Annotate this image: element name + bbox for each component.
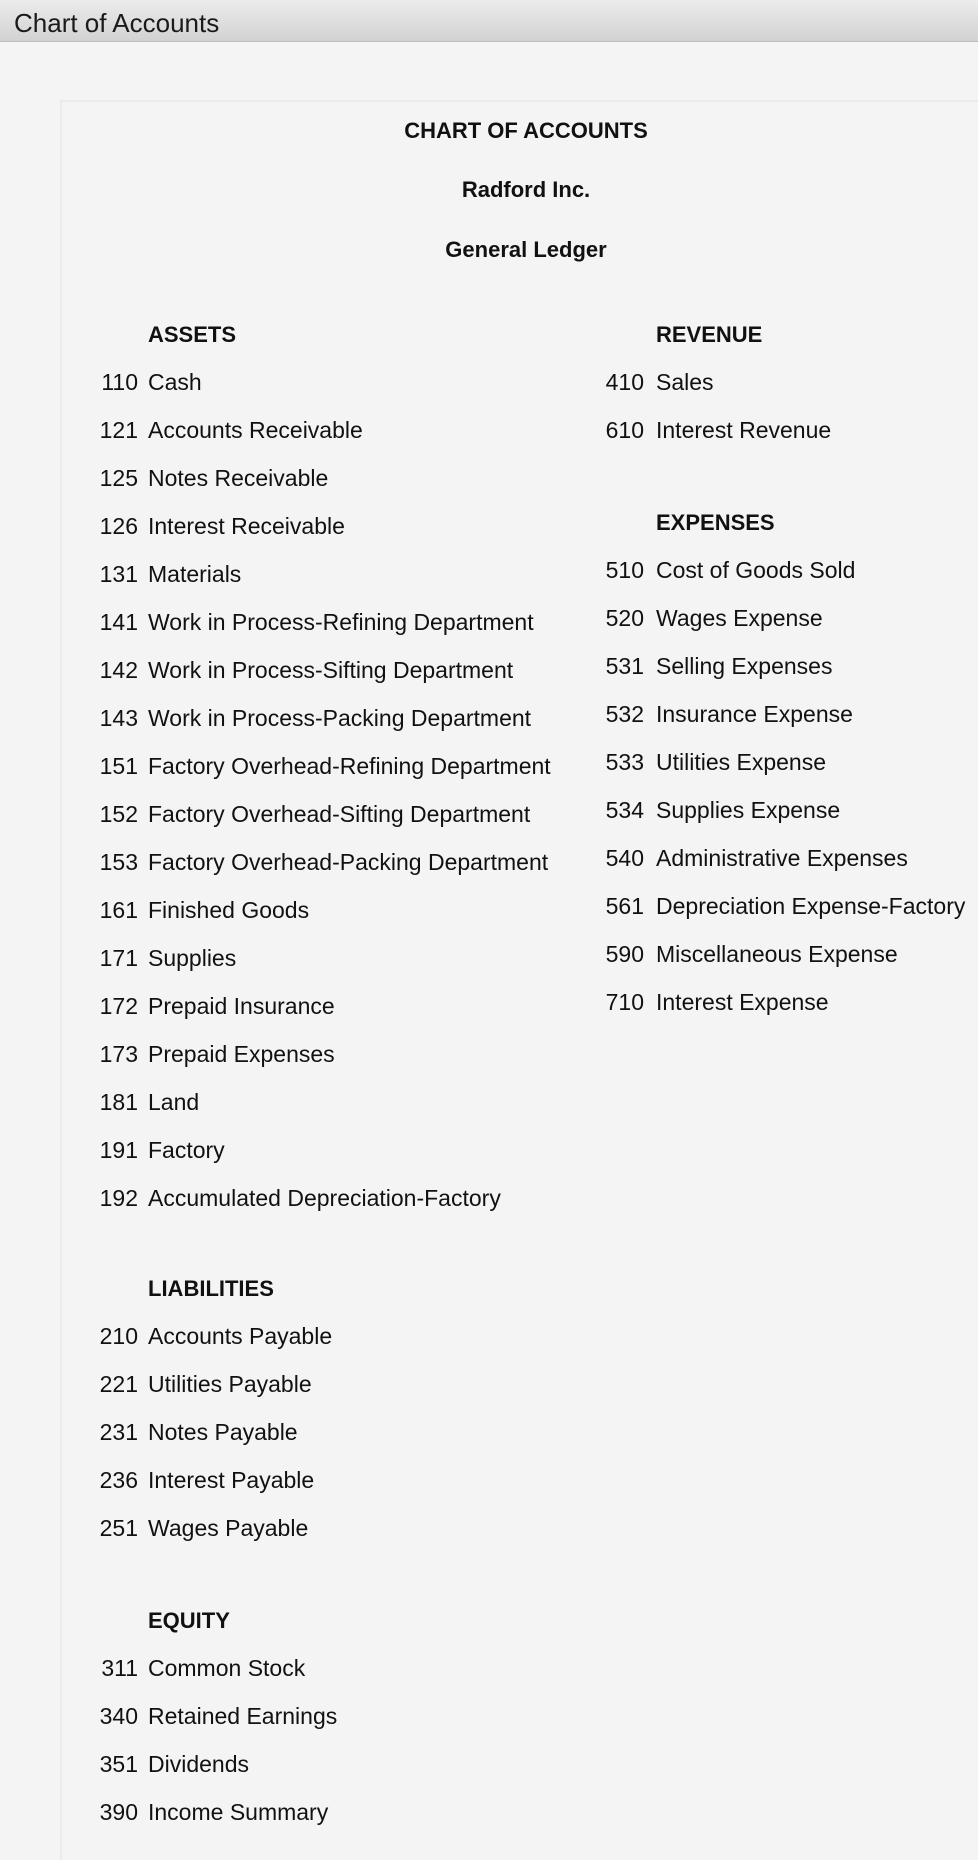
account-name: Notes Payable <box>148 1419 298 1445</box>
account-number: 311 <box>101 1655 138 1681</box>
account-number: 141 <box>99 609 138 635</box>
account-number: 251 <box>99 1515 138 1541</box>
account-name: Miscellaneous Expense <box>656 941 898 967</box>
account-number: 171 <box>99 945 138 971</box>
window-titlebar <box>0 0 978 42</box>
account-name: Work in Process-Sifting Department <box>148 657 514 683</box>
account-name: Interest Payable <box>148 1467 315 1493</box>
account-name: Selling Expenses <box>656 653 833 679</box>
account-name: Dividends <box>148 1751 249 1777</box>
account-name: Sales <box>656 369 714 395</box>
account-number: 153 <box>99 849 138 875</box>
account-number: 131 <box>99 561 138 587</box>
assets-heading: ASSETS <box>148 322 237 347</box>
account-number: 236 <box>99 1467 138 1493</box>
account-number: 121 <box>99 417 138 443</box>
account-name: Finished Goods <box>148 897 310 923</box>
account-name: Utilities Payable <box>148 1371 312 1397</box>
account-name: Factory Overhead-Refining Department <box>148 753 551 779</box>
account-number: 221 <box>99 1371 138 1397</box>
account-name: Interest Receivable <box>148 513 345 539</box>
account-number: 340 <box>99 1703 138 1729</box>
account-number: 143 <box>99 705 138 731</box>
account-name: Depreciation Expense-Factory <box>656 893 966 919</box>
account-name: Notes Receivable <box>148 465 329 491</box>
account-number: 351 <box>99 1751 138 1777</box>
account-name: Land <box>148 1089 200 1115</box>
account-name: Wages Expense <box>656 605 823 631</box>
account-number: 531 <box>605 653 644 679</box>
account-number: 210 <box>99 1323 138 1349</box>
account-name: Factory Overhead-Packing Department <box>148 849 549 875</box>
account-name: Common Stock <box>148 1655 306 1681</box>
account-name: Accounts Receivable <box>148 417 363 443</box>
account-name: Interest Expense <box>656 989 829 1015</box>
account-name: Materials <box>148 561 242 587</box>
account-number: 532 <box>605 701 644 727</box>
account-name: Factory <box>148 1137 225 1163</box>
account-number: 126 <box>99 513 138 539</box>
account-name: Accumulated Depreciation-Factory <box>148 1185 501 1211</box>
account-number: 181 <box>99 1089 138 1115</box>
account-number: 192 <box>99 1185 138 1211</box>
account-number: 561 <box>605 893 644 919</box>
account-number: 110 <box>101 369 138 395</box>
account-name: Work in Process-Refining Department <box>148 609 534 635</box>
revenue-heading: REVENUE <box>656 322 763 347</box>
account-name: Insurance Expense <box>656 701 853 727</box>
account-number: 231 <box>99 1419 138 1445</box>
account-number: 172 <box>99 993 138 1019</box>
account-number: 520 <box>605 605 644 631</box>
ledger-name: General Ledger <box>445 237 607 262</box>
liabilities-heading: LIABILITIES <box>148 1276 274 1301</box>
account-name: Prepaid Insurance <box>148 993 335 1019</box>
account-number: 533 <box>605 749 644 775</box>
account-number: 540 <box>605 845 644 871</box>
account-name: Income Summary <box>148 1799 329 1825</box>
account-number: 151 <box>99 753 138 779</box>
account-name: Accounts Payable <box>148 1323 333 1349</box>
account-name: Cost of Goods Sold <box>656 557 856 583</box>
account-name: Administrative Expenses <box>656 845 908 871</box>
document-title: CHART OF ACCOUNTS <box>404 118 648 143</box>
account-number: 152 <box>99 801 138 827</box>
account-number: 390 <box>99 1799 138 1825</box>
account-number: 710 <box>605 989 644 1015</box>
account-number: 173 <box>99 1041 138 1067</box>
account-number: 410 <box>605 369 644 395</box>
account-number: 191 <box>99 1137 138 1163</box>
account-name: Cash <box>148 369 202 395</box>
account-number: 142 <box>99 657 138 683</box>
window-title: Chart of Accounts <box>14 8 220 38</box>
account-number: 510 <box>605 557 644 583</box>
account-number: 161 <box>99 897 138 923</box>
account-number: 590 <box>605 941 644 967</box>
account-name: Prepaid Expenses <box>148 1041 335 1067</box>
account-number: 534 <box>605 797 644 823</box>
account-name: Utilities Expense <box>656 749 827 775</box>
account-number: 610 <box>605 417 644 443</box>
account-number: 125 <box>99 465 138 491</box>
account-name: Factory Overhead-Sifting Department <box>148 801 531 827</box>
account-name: Supplies Expense <box>656 797 841 823</box>
document-panel <box>60 100 978 1860</box>
account-name: Interest Revenue <box>656 417 832 443</box>
account-name: Supplies <box>148 945 237 971</box>
account-name: Wages Payable <box>148 1515 309 1541</box>
account-name: Work in Process-Packing Department <box>148 705 532 731</box>
expenses-heading: EXPENSES <box>656 510 775 535</box>
account-name: Retained Earnings <box>148 1703 338 1729</box>
equity-heading: EQUITY <box>148 1608 230 1633</box>
company-name: Radford Inc. <box>461 177 591 202</box>
